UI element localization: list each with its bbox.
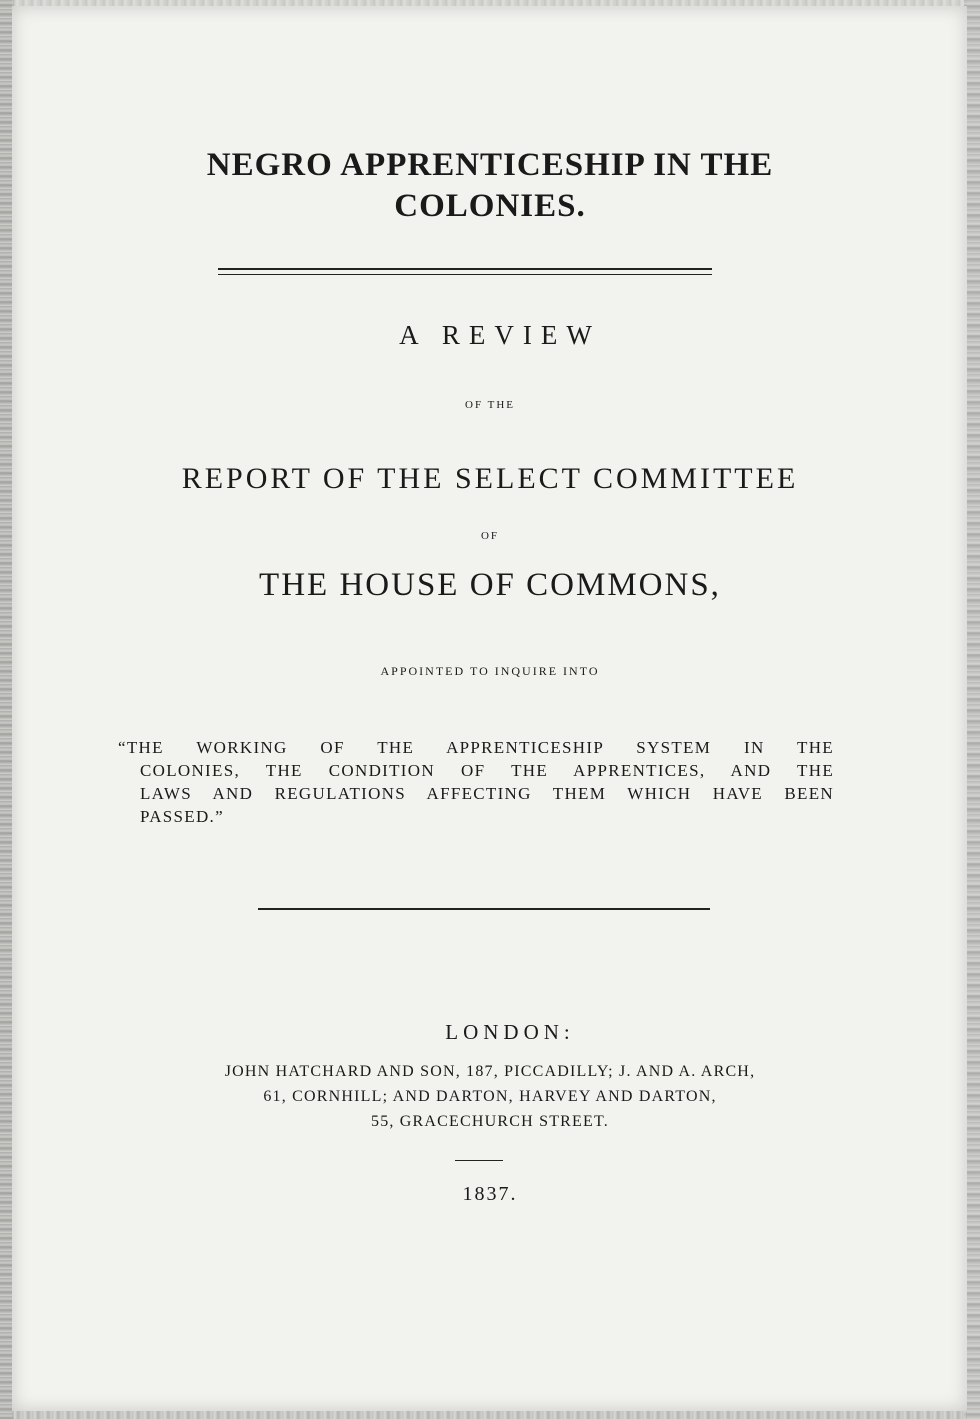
imprint-line-2: 61, CORNHILL; AND DARTON, HARVEY AND DARTON, xyxy=(263,1088,717,1105)
of-label: OF xyxy=(480,530,500,542)
title-line-2: COLONIES. xyxy=(394,188,586,224)
imprint-line-3: 55, GRACECHURCH STREET. xyxy=(371,1113,609,1130)
year-rule xyxy=(455,1160,503,1161)
quote-line-2: COLONIES, THE CONDITION OF THE APPRENTICES, AND THE xyxy=(140,761,834,780)
quote-line-3: LAWS AND REGULATIONS AFFECTING THEM WHICH HAVE BEEN xyxy=(140,784,834,803)
appointed-label: APPOINTED TO INQUIRE INTO xyxy=(380,664,600,678)
double-rule-bottom xyxy=(218,274,712,275)
divider-rule xyxy=(258,908,710,910)
of-the-label: OF THE xyxy=(465,399,515,411)
inquiry-quote xyxy=(118,736,834,828)
quote-line-4: PASSED.” xyxy=(140,807,224,826)
report-heading: REPORT OF THE SELECT COMMITTEE xyxy=(181,462,799,495)
imprint-year: 1837. xyxy=(462,1183,518,1205)
house-of-commons-heading: THE HOUSE OF COMMONS, xyxy=(259,567,721,603)
double-rule-top xyxy=(218,268,712,270)
imprint-line-1: JOHN HATCHARD AND SON, 187, PICCADILLY; J. AND A. ARCH, xyxy=(224,1063,756,1080)
review-heading: A REVIEW xyxy=(399,320,601,350)
title-line-1: NEGRO APPRENTICESHIP IN THE xyxy=(206,147,774,183)
imprint-city: LONDON: xyxy=(445,1020,575,1044)
quote-line-1: “THE WORKING OF THE APPRENTICESHIP SYSTEM IN THE xyxy=(118,738,834,757)
